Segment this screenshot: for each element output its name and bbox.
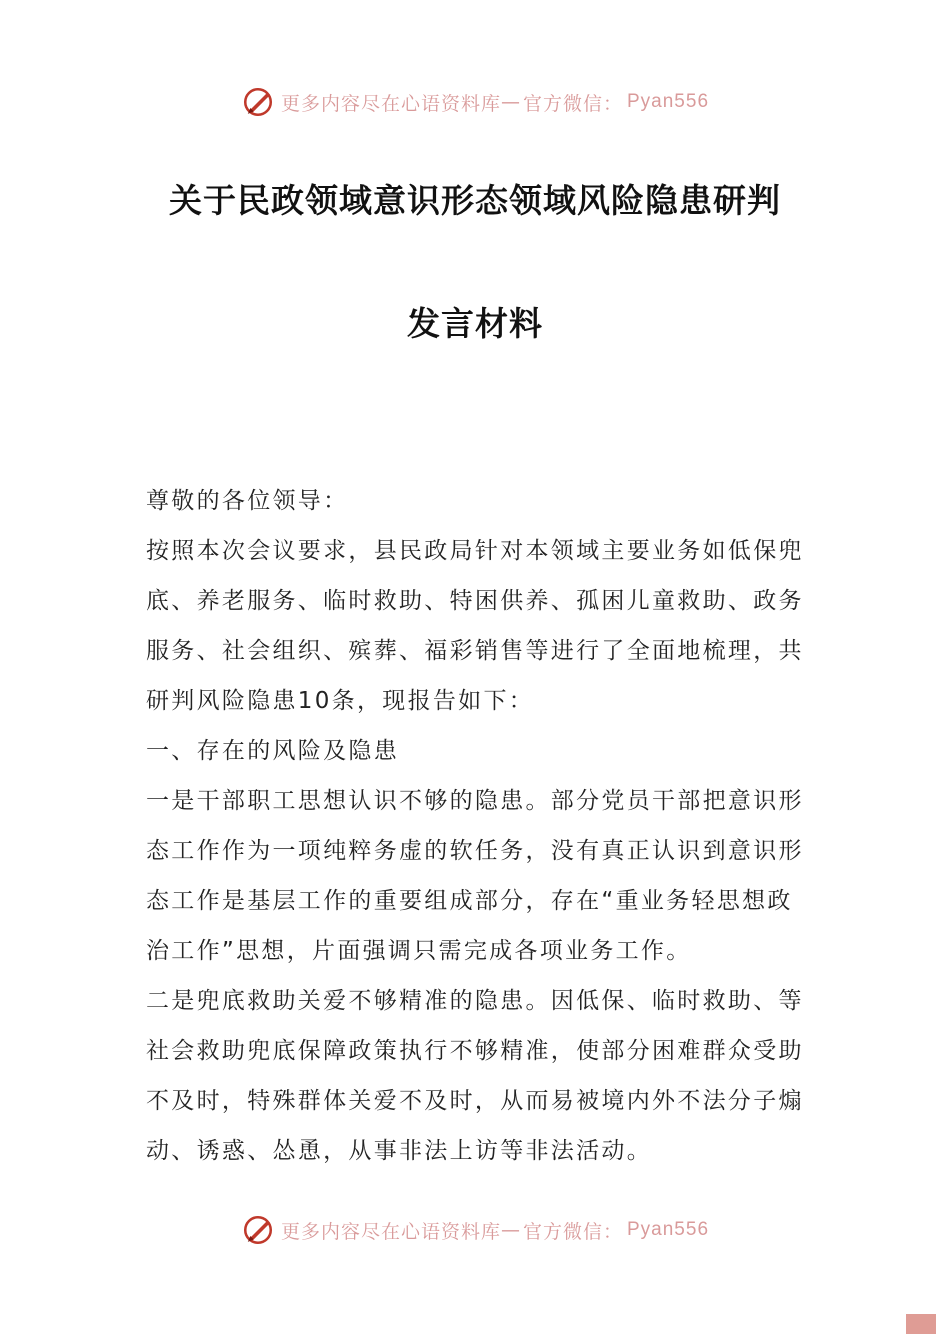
header-banner bbox=[0, 82, 950, 122]
risk-item-2: 二是兜底救助关爱不够精准的隐患。因低保、临时救助、等社会救助兜底保障政策执行不够精准，使部分困难群众受助不及时，特殊群体关爱不及时，从而易被境内外不法分子煽动、诱惑、怂恿，从事非法上访等非法活动。 bbox=[146, 988, 804, 1164]
footer-banner bbox=[0, 1210, 950, 1250]
pen-logo-icon bbox=[241, 1213, 275, 1247]
banner-dash: — bbox=[500, 1219, 521, 1241]
document-title-line1: 关于民政领域意识形态领域风险隐患研判 bbox=[169, 181, 781, 220]
banner-brand: 更多内容尽在心语资料库 bbox=[280, 92, 501, 115]
section-heading: 一、存在的风险及隐患 bbox=[146, 738, 399, 764]
salutation: 尊敬的各位领导： bbox=[146, 488, 349, 514]
banner-wechat-id: Pyan556 bbox=[627, 91, 710, 112]
banner-official-label: 官方微信： bbox=[522, 92, 623, 115]
document-body bbox=[146, 476, 806, 1176]
corner-watermark bbox=[906, 1314, 936, 1334]
document-title-line2: 发言材料 bbox=[407, 304, 543, 343]
pen-logo-icon bbox=[241, 85, 275, 119]
risk-item-1: 一是干部职工思想认识不够的隐患。部分党员干部把意识形态工作作为一项纯粹务虚的软任务，没有真正认识到意识形态工作是基层工作的重要组成部分，存在“重业务轻思想政治工作”思想，片面强调只需完成各项业务工作。 bbox=[146, 788, 804, 964]
banner-wechat-id: Pyan556 bbox=[627, 1219, 710, 1240]
banner-dash: — bbox=[500, 91, 521, 113]
banner-official-label: 官方微信： bbox=[522, 1220, 623, 1243]
banner-brand: 更多内容尽在心语资料库 bbox=[280, 1220, 501, 1243]
intro-paragraph: 按照本次会议要求，县民政局针对本领域主要业务如低保兜底、养老服务、临时救助、特困供养、孤困儿童救助、政务服务、社会组织、殡葬、福彩销售等进行了全面地梳理，共研判风险隐患10条，现报告如下： bbox=[146, 538, 804, 714]
